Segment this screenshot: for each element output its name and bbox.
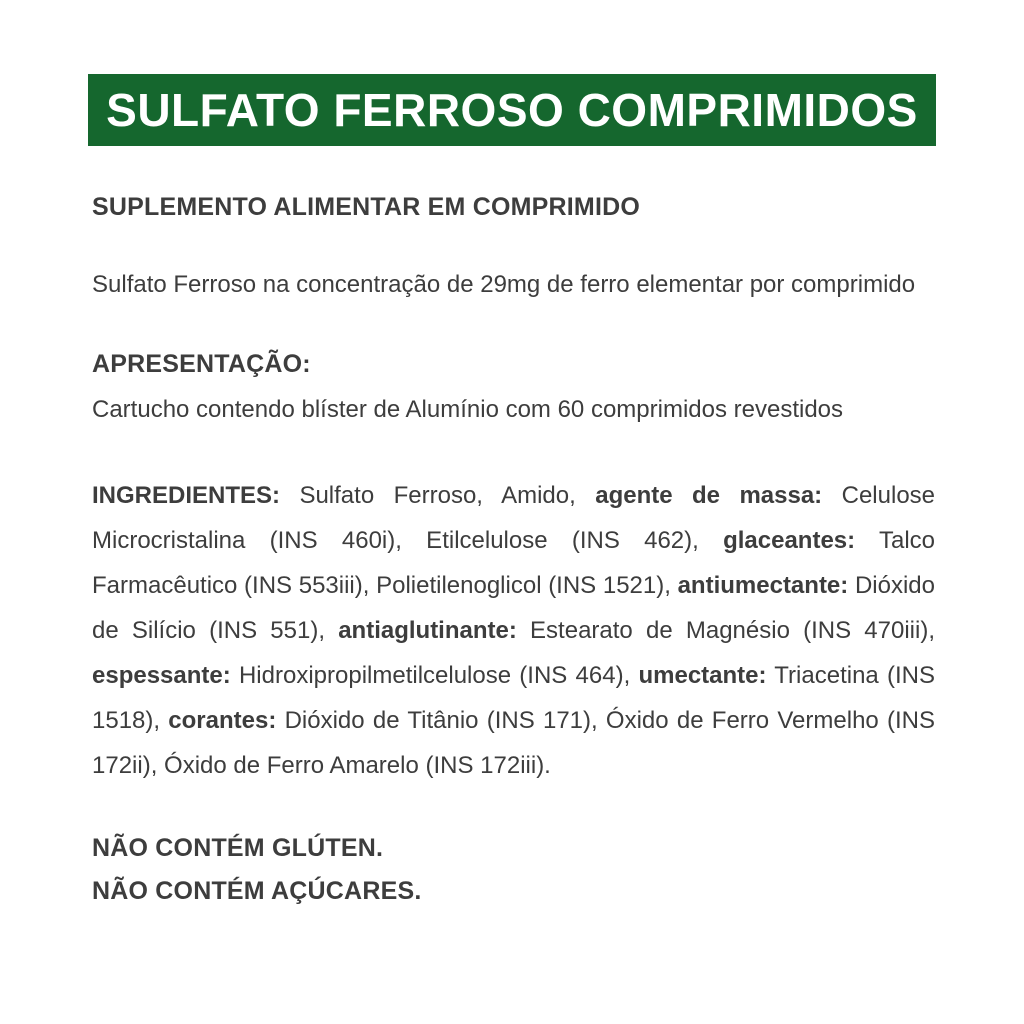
label-text-column — [92, 193, 935, 913]
presentation-heading: APRESENTAÇÃO: — [92, 350, 311, 378]
ingredients-segment: Hidroxipropilmetilcelulose (INS 464), — [230, 662, 639, 689]
ingredients-segment: Dióxido de Silício (INS 551), — [92, 572, 935, 644]
ingredient-function-label: espessante: — [92, 662, 231, 689]
ingredients-segment: Sulfato Ferroso, Amido, — [280, 482, 596, 509]
ingredients-segment: Triacetina (INS 1518), — [92, 662, 936, 734]
title-banner — [88, 74, 936, 146]
ingredient-function-label: agente de massa: — [595, 482, 823, 509]
ingredients-segment: Talco Farmacêutico (INS 553iii), Polietilenoglicol (INS 1521), — [92, 527, 935, 599]
ingredient-function-label: antiumectante: — [677, 572, 849, 599]
ingredient-function-label: antiaglutinante: — [338, 617, 517, 644]
ingredient-function-label: corantes: — [168, 707, 277, 734]
claim-no-gluten: NÃO CONTÉM GLÚTEN. — [92, 834, 384, 862]
product-title: SULFATO FERROSO COMPRIMIDOS — [106, 84, 918, 136]
presentation-body: Cartucho contendo blíster de Alumínio com 60 comprimidos revestidos — [92, 396, 844, 423]
ingredient-function-label: glaceantes: — [723, 527, 856, 554]
product-label-sheet — [88, 0, 936, 913]
ingredients-paragraph — [92, 473, 935, 788]
ingredients-label: INGREDIENTES: — [92, 482, 281, 509]
concentration-paragraph: Sulfato Ferroso na concentração de 29mg de ferro elementar por comprimido — [92, 271, 916, 298]
ingredients-segment: Celulose Microcristalina (INS 460i), Etilcelulose (INS 462), — [92, 482, 936, 554]
dietary-claims — [92, 827, 935, 913]
ingredients-segment: Dióxido de Titânio (INS 171), Óxido de Ferro Vermelho (INS 172ii), Óxido de Ferro Amarelo (INS 172iii). — [92, 707, 936, 779]
ingredients-segment: Estearato de Magnésio (INS 470iii), — [516, 617, 935, 644]
supplement-subtitle: SUPLEMENTO ALIMENTAR EM COMPRIMIDO — [92, 193, 640, 221]
claim-no-sugar: NÃO CONTÉM AÇÚCARES. — [92, 877, 422, 905]
ingredient-function-label: umectante: — [638, 662, 767, 689]
